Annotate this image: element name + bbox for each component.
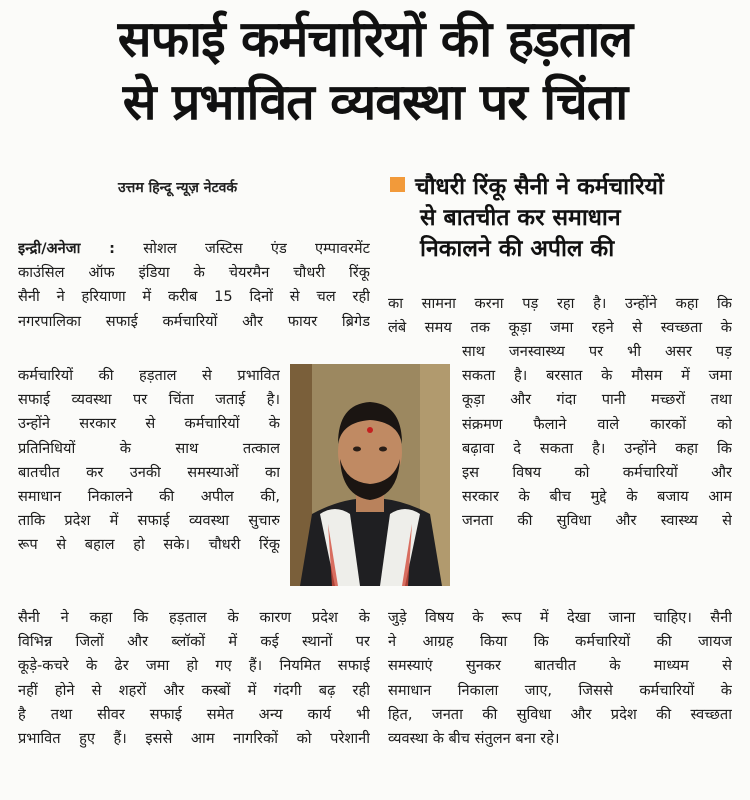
headline-line-2: से प्रभावित व्यवस्था पर चिंता — [122, 73, 628, 131]
article-line: सैनी ने हरियाणा में करीब 15 दिनों से चल रही — [18, 288, 370, 306]
article-line: व्यवस्था के बीच संतुलन बना रहे। — [388, 730, 560, 748]
subheading-line-1 — [390, 172, 745, 203]
article-line: का सामना करना पड़ रहा है। उन्होंने कहा कि — [388, 295, 732, 312]
subheading — [390, 172, 745, 265]
article-line: सरकार के बीच मुद्दे के बजाय आम — [462, 488, 732, 506]
article-line: सकता है। बरसात के मौसम में जमा — [462, 367, 732, 385]
article-line: समाधान निकाला जाए, जिससे कर्मचारियों के — [388, 681, 732, 699]
article-line: रूप से बहाल हो सके। चौधरी रिंकू — [18, 536, 280, 554]
article-line: उन्होंने सरकार से कर्मचारियों के — [18, 415, 280, 433]
article-line: सफाई व्यवस्था पर चिंता जताई है। — [18, 391, 280, 409]
byline: उत्तम हिन्दू न्यूज़ नेटवर्क — [118, 180, 238, 196]
right-column-top — [388, 292, 732, 340]
article-line: ने आग्रह किया कि कर्मचारियों की जायज — [388, 633, 732, 651]
left-column-top — [18, 237, 370, 334]
article-line: प्रतिनिधियों के साथ तत्काल — [18, 439, 280, 457]
article-line: कर्मचारियों की हड़ताल से प्रभावित — [18, 367, 280, 384]
article-line: काउंसिल ऑफ इंडिया के चेयरमैन चौधरी रिंकू — [18, 264, 370, 282]
left-column-bottom — [18, 606, 370, 751]
article-line: इन्द्री/अनेजा : सोशल जस्टिस एंड एम्पावरमेंट — [18, 240, 370, 257]
article-line: संक्रमण फैलाने वाले कारकों को — [462, 415, 732, 433]
portrait-photo — [290, 364, 450, 586]
dateline: इन्द्री/अनेजा : — [18, 240, 115, 257]
article-line: प्रभावित हुए हैं। इससे आम नागरिकों को परेशानी — [18, 730, 370, 748]
article-line: जनता की सुविधा और स्वास्थ्य से — [462, 512, 732, 530]
right-column-middle — [462, 340, 732, 534]
headline-line-1: सफाई कर्मचारियों की हड़ताल — [117, 10, 633, 68]
article-line: जुड़े विषय के रूप में देखा जाना चाहिए। सैनी — [388, 609, 732, 626]
article-line: समाधान निकालने की अपील की, — [18, 488, 280, 506]
article-line: नहीं होने से शहरों और कस्बों में गंदगी बढ़ रही — [18, 681, 370, 699]
article-line: कूड़े-कचरे के ढेर जमा हो गए हैं। नियमित सफाई — [18, 657, 370, 675]
article-line: है तथा सीवर सफाई समेत अन्य कार्य भी — [18, 705, 370, 723]
right-column-bottom — [388, 606, 732, 751]
article-line: विभिन्न जिलों और ब्लॉकों में कई स्थानों पर — [18, 633, 370, 651]
subheading-text-1: चौधरी रिंकू सैनी ने कर्मचारियों — [415, 174, 664, 200]
article-line: बढ़ावा दे सकता है। उन्होंने कहा कि — [462, 439, 732, 457]
portrait-illustration — [290, 364, 450, 586]
article-line: लंबे समय तक कूड़ा जमा रहने से स्वच्छता के — [388, 319, 732, 337]
orange-square-icon — [390, 177, 405, 192]
left-column-middle — [18, 364, 280, 558]
article-line: नगरपालिका सफाई कर्मचारियों और फायर ब्रिगेड — [18, 312, 370, 330]
article-line: हित, जनता की सुविधा और प्रदेश की स्वच्छता — [388, 705, 732, 723]
article-line: सैनी ने कहा कि हड़ताल के कारण प्रदेश के — [18, 609, 370, 626]
article-line: इस विषय को कर्मचारियों और — [462, 464, 732, 482]
headline — [0, 8, 750, 134]
article-line: समस्याएं सुनकर बातचीत के माध्यम से — [388, 657, 732, 675]
article-line: ताकि प्रदेश में सफाई व्यवस्था सुचारु — [18, 512, 280, 530]
article-line: बातचीत कर उनकी समस्याओं का — [18, 463, 280, 481]
article-line: कूड़ा और गंदा पानी मच्छरों तथा — [462, 391, 732, 409]
article-line: साथ जनस्वास्थ्य पर भी असर पड़ — [462, 343, 732, 360]
subheading-line-2: से बातचीत कर समाधान — [420, 205, 621, 231]
subheading-line-3: निकालने की अपील की — [420, 236, 615, 262]
